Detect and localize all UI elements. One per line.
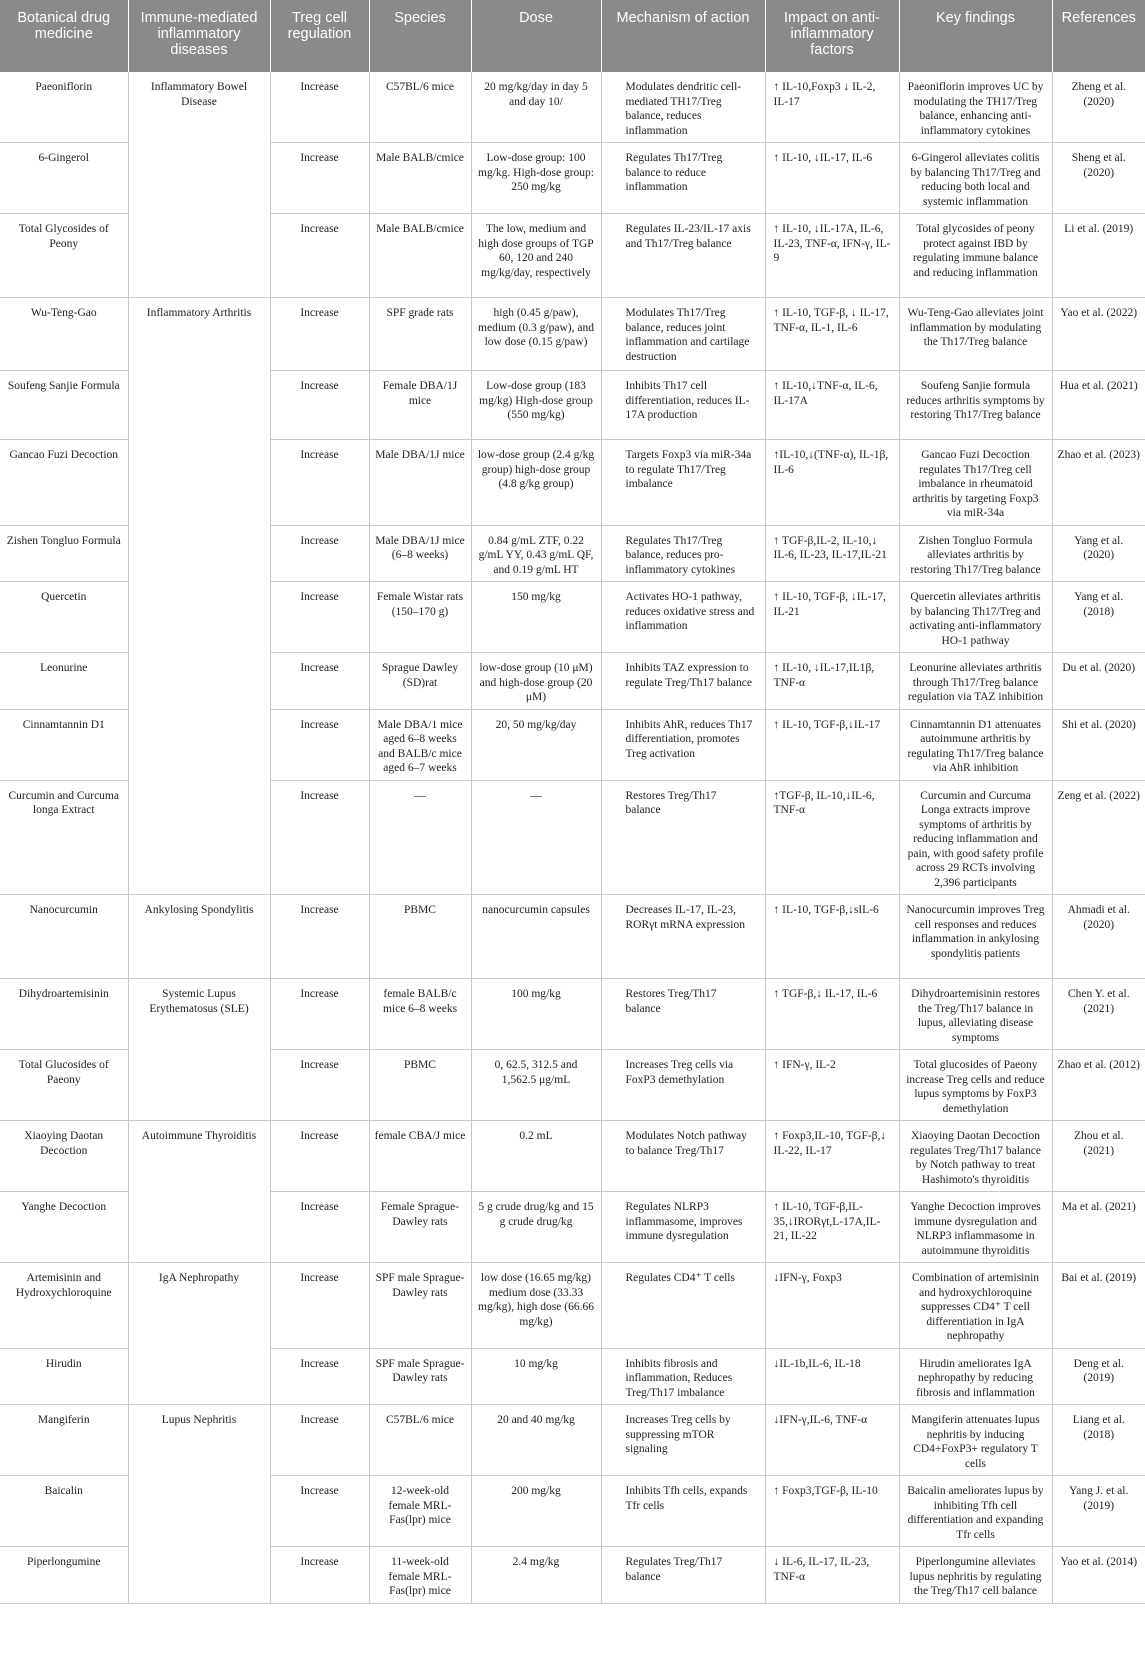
treg-cell: Increase — [270, 1547, 369, 1604]
reference-cell: Yao et al. (2014) — [1052, 1547, 1145, 1604]
findings-cell: Quercetin alleviates arthritis by balancing Th17/Treg and activating anti-inflammatory HO-1 pathway — [899, 582, 1052, 653]
table-row — [0, 1405, 1145, 1476]
reference-cell: Du et al. (2020) — [1052, 653, 1145, 710]
dose-cell: 0.2 mL — [471, 1121, 601, 1192]
species-cell: Male DBA/1 mice aged 6–8 weeks and BALB/c mice aged 6–7 weeks — [369, 709, 471, 780]
drug-cell: Zishen Tongluo Formula — [0, 525, 128, 582]
reference-cell: Ma et al. (2021) — [1052, 1192, 1145, 1263]
mechanism-cell: Restores Treg/Th17 balance — [601, 780, 765, 895]
disease-cell — [128, 1050, 270, 1121]
species-cell: 11-week-old female MRL-Fas(lpr) mice — [369, 1547, 471, 1604]
disease-cell: Systemic Lupus Erythematosus (SLE) — [128, 979, 270, 1050]
header-treg: Treg cell regulation — [270, 0, 369, 72]
disease-cell: Ankylosing Spondylitis — [128, 895, 270, 979]
reference-cell: Zhou et al. (2021) — [1052, 1121, 1145, 1192]
drug-cell: Xiaoying Daotan Decoction — [0, 1121, 128, 1192]
findings-cell: Leonurine alleviates arthritis through Th17/Treg balance regulation via TAZ inhibition — [899, 653, 1052, 710]
treg-cell: Increase — [270, 143, 369, 214]
drug-cell: Curcumin and Curcuma longa Extract — [0, 780, 128, 895]
table-row — [0, 72, 1145, 143]
impact-cell: ↓IFN-γ, Foxp3 — [765, 1263, 899, 1349]
drug-cell: Baicalin — [0, 1476, 128, 1547]
mechanism-cell: Regulates IL-23/IL-17 axis and Th17/Treg balance — [601, 214, 765, 298]
table-row — [0, 709, 1145, 780]
impact-cell: ↑ Foxp3,TGF-β, IL-10 — [765, 1476, 899, 1547]
disease-cell — [128, 1547, 270, 1604]
species-cell: female BALB/c mice 6–8 weeks — [369, 979, 471, 1050]
dose-cell: low-dose group (10 μM) and high-dose group (20 μM) — [471, 653, 601, 710]
dose-cell: The low, medium and high dose groups of TGP 60, 120 and 240 mg/kg/day, respectively — [471, 214, 601, 298]
impact-cell: ↑ IL-10,Foxp3 ↓ IL-2, IL-17 — [765, 72, 899, 143]
reference-cell: Yao et al. (2022) — [1052, 298, 1145, 371]
header-drug: Botanical drug medicine — [0, 0, 128, 72]
disease-cell — [128, 143, 270, 214]
mechanism-cell: Modulates dendritic cell-mediated TH17/Treg balance, reduces inflammation — [601, 72, 765, 143]
impact-cell: ↓IFN-γ,IL-6, TNF-α — [765, 1405, 899, 1476]
mechanism-cell: Activates HO-1 pathway, reduces oxidative stress and inflammation — [601, 582, 765, 653]
treg-cell: Increase — [270, 653, 369, 710]
impact-cell: ↑ IL-10, TGF-β,↓IL-17 — [765, 709, 899, 780]
disease-cell — [128, 709, 270, 780]
header-row — [0, 0, 1145, 72]
treg-cell: Increase — [270, 1121, 369, 1192]
findings-cell: Soufeng Sanjie formula reduces arthritis symptoms by restoring Th17/Treg balance — [899, 371, 1052, 440]
findings-cell: Wu-Teng-Gao alleviates joint inflammation by modulating the Th17/Treg balance — [899, 298, 1052, 371]
species-cell: female CBA/J mice — [369, 1121, 471, 1192]
table-row — [0, 653, 1145, 710]
impact-cell: ↑ Foxp3,IL-10, TGF-β,↓ IL-22, IL-17 — [765, 1121, 899, 1192]
findings-cell: Zishen Tongluo Formula alleviates arthritis by restoring Th17/Treg balance — [899, 525, 1052, 582]
treg-cell: Increase — [270, 979, 369, 1050]
dose-cell: high (0.45 g/paw), medium (0.3 g/paw), and low dose (0.15 g/paw) — [471, 298, 601, 371]
findings-cell: Mangiferin attenuates lupus nephritis by inducing CD4+FoxP3+ regulatory T cells — [899, 1405, 1052, 1476]
impact-cell: ↑ IL-10, TGF-β, ↓ IL-17, TNF-α, IL-1, IL-6 — [765, 298, 899, 371]
impact-cell: ↑IL-10,↓(TNF-α), IL-1β, IL-6 — [765, 440, 899, 526]
impact-cell: ↓IL-1b,IL-6, IL-18 — [765, 1348, 899, 1405]
dose-cell: 10 mg/kg — [471, 1348, 601, 1405]
treg-cell: Increase — [270, 1348, 369, 1405]
findings-cell: Xiaoying Daotan Decoction regulates Treg/Th17 balance by Notch pathway to treat Hashimoto's thyroiditis — [899, 1121, 1052, 1192]
reference-cell: Hua et al. (2021) — [1052, 371, 1145, 440]
header-references: References — [1052, 0, 1145, 72]
header-disease: Immune-mediated inflammatory diseases — [128, 0, 270, 72]
table-row — [0, 214, 1145, 298]
findings-cell: Gancao Fuzi Decoction regulates Th17/Treg cell imbalance in rheumatoid arthritis by targeting Foxp3 via miR-34a — [899, 440, 1052, 526]
mechanism-cell: Regulates CD4⁺ T cells — [601, 1263, 765, 1349]
species-cell: Male BALB/cmice — [369, 143, 471, 214]
mechanism-cell: Modulates Notch pathway to balance Treg/Th17 — [601, 1121, 765, 1192]
drug-cell: Total Glycosides of Peony — [0, 214, 128, 298]
reference-cell: Zhao et al. (2023) — [1052, 440, 1145, 526]
table-row — [0, 440, 1145, 526]
dose-cell: low dose (16.65 mg/kg) medium dose (33.33 mg/kg), high dose (66.66 mg/kg) — [471, 1263, 601, 1349]
drug-cell: Dihydroartemisinin — [0, 979, 128, 1050]
impact-cell: ↑TGF-β, IL-10,↓IL-6, TNF-α — [765, 780, 899, 895]
reference-cell: Yang J. et al. (2019) — [1052, 1476, 1145, 1547]
mechanism-cell: Modulates Th17/Treg balance, reduces joint inflammation and cartilage destruction — [601, 298, 765, 371]
disease-cell — [128, 1476, 270, 1547]
findings-cell: Paeoniflorin improves UC by modulating the TH17/Treg balance, enhancing anti-inflammatory cytokines — [899, 72, 1052, 143]
dose-cell: — — [471, 780, 601, 895]
header-species: Species — [369, 0, 471, 72]
impact-cell: ↑ IL-10, TGF-β,IL-35,↓IRORγt,L-17A,IL-21, IL-22 — [765, 1192, 899, 1263]
species-cell: — — [369, 780, 471, 895]
impact-cell: ↑ TGF-β,IL-2, IL-10,↓ IL-6, IL-23, IL-17,IL-21 — [765, 525, 899, 582]
table-row — [0, 1050, 1145, 1121]
mechanism-cell: Decreases IL-17, IL-23, RORγt mRNA expression — [601, 895, 765, 979]
species-cell: Sprague Dawley (SD)rat — [369, 653, 471, 710]
drug-cell: Paeoniflorin — [0, 72, 128, 143]
disease-cell — [128, 525, 270, 582]
mechanism-cell: Regulates Th17/Treg balance, reduces pro-inflammatory cytokines — [601, 525, 765, 582]
treg-cell: Increase — [270, 214, 369, 298]
mechanism-cell: Inhibits Th17 cell differentiation, reduces IL-17A production — [601, 371, 765, 440]
findings-cell: Curcumin and Curcuma Longa extracts improve symptoms of arthritis by reducing inflammation and pain, with good safety profile across 29 RCTs involving 2,396 participants — [899, 780, 1052, 895]
species-cell: 12-week-old female MRL-Fas(lpr) mice — [369, 1476, 471, 1547]
species-cell: Female Wistar rats (150–170 g) — [369, 582, 471, 653]
treg-cell: Increase — [270, 371, 369, 440]
table-row — [0, 979, 1145, 1050]
findings-cell: Dihydroartemisinin restores the Treg/Th17 balance in lupus, alleviating disease symptoms — [899, 979, 1052, 1050]
treg-cell: Increase — [270, 895, 369, 979]
mechanism-cell: Inhibits fibrosis and inflammation, Reduces Treg/Th17 imbalance — [601, 1348, 765, 1405]
impact-cell: ↑ IL-10, TGF-β, ↓IL-17, IL-21 — [765, 582, 899, 653]
impact-cell: ↑ IL-10, ↓IL-17, IL-6 — [765, 143, 899, 214]
reference-cell: Ahmadi et al. (2020) — [1052, 895, 1145, 979]
species-cell: SPF male Sprague-Dawley rats — [369, 1348, 471, 1405]
disease-cell — [128, 653, 270, 710]
drug-cell: Artemisinin and Hydroxychloroquine — [0, 1263, 128, 1349]
drug-cell: Piperlongumine — [0, 1547, 128, 1604]
drug-cell: Wu-Teng-Gao — [0, 298, 128, 371]
reference-cell: Shi et al. (2020) — [1052, 709, 1145, 780]
reference-cell: Bai et al. (2019) — [1052, 1263, 1145, 1349]
impact-cell: ↑ IL-10, ↓IL-17A, IL-6, IL-23, TNF-α, IFN-γ, IL-9 — [765, 214, 899, 298]
table-row — [0, 298, 1145, 371]
findings-cell: Baicalin ameliorates lupus by inhibiting Tfh cell differentiation and expanding Tfr cells — [899, 1476, 1052, 1547]
mechanism-cell: Restores Treg/Th17 balance — [601, 979, 765, 1050]
mechanism-cell: Inhibits Tfh cells, expands Tfr cells — [601, 1476, 765, 1547]
disease-cell — [128, 1348, 270, 1405]
drug-cell: Gancao Fuzi Decoction — [0, 440, 128, 526]
drug-cell: Yanghe Decoction — [0, 1192, 128, 1263]
species-cell: PBMC — [369, 1050, 471, 1121]
dose-cell: Low-dose group: 100 mg/kg. High-dose group: 250 mg/kg — [471, 143, 601, 214]
mechanism-cell: Regulates Treg/Th17 balance — [601, 1547, 765, 1604]
table-row — [0, 1547, 1145, 1604]
mechanism-cell: Increases Treg cells by suppressing mTOR signaling — [601, 1405, 765, 1476]
species-cell: PBMC — [369, 895, 471, 979]
impact-cell: ↑ IL-10, ↓IL-17,IL1β, TNF-α — [765, 653, 899, 710]
drug-cell: Cinnamtannin D1 — [0, 709, 128, 780]
treg-cell: Increase — [270, 1405, 369, 1476]
table-row — [0, 1121, 1145, 1192]
table-row — [0, 780, 1145, 895]
table-row — [0, 1348, 1145, 1405]
treg-cell: Increase — [270, 298, 369, 371]
dose-cell: 200 mg/kg — [471, 1476, 601, 1547]
disease-cell — [128, 440, 270, 526]
dose-cell: 20 mg/kg/day in day 5 and day 10/ — [471, 72, 601, 143]
dose-cell: 0.84 g/mL ZTF, 0.22 g/mL YY, 0.43 g/mL QF, and 0.19 g/mL HT — [471, 525, 601, 582]
findings-cell: Combination of artemisinin and hydroxychloroquine suppresses CD4⁺ T cell differentiation in IgA nephropathy — [899, 1263, 1052, 1349]
header-impact: Impact on anti-inflammatory factors — [765, 0, 899, 72]
disease-cell: Lupus Nephritis — [128, 1405, 270, 1476]
impact-cell: ↓ IL-6, IL-17, IL-23, TNF-α — [765, 1547, 899, 1604]
table-row — [0, 1192, 1145, 1263]
mechanism-cell: Regulates Th17/Treg balance to reduce inflammation — [601, 143, 765, 214]
disease-cell — [128, 780, 270, 895]
reference-cell: Zheng et al. (2020) — [1052, 72, 1145, 143]
drug-cell: Mangiferin — [0, 1405, 128, 1476]
header-findings: Key findings — [899, 0, 1052, 72]
species-cell: SPF grade rats — [369, 298, 471, 371]
reference-cell: Chen Y. et al. (2021) — [1052, 979, 1145, 1050]
findings-cell: Nanocurcumin improves Treg cell responses and reduces inflammation in ankylosing spondylitis patients — [899, 895, 1052, 979]
disease-cell — [128, 1192, 270, 1263]
dose-cell: 5 g crude drug/kg and 15 g crude drug/kg — [471, 1192, 601, 1263]
dose-cell: nanocurcumin capsules — [471, 895, 601, 979]
species-cell: C57BL/6 mice — [369, 1405, 471, 1476]
species-cell: Male DBA/1J mice (6–8 weeks) — [369, 525, 471, 582]
drug-cell: Soufeng Sanjie Formula — [0, 371, 128, 440]
disease-cell: IgA Nephropathy — [128, 1263, 270, 1349]
treg-cell: Increase — [270, 1192, 369, 1263]
treg-cell: Increase — [270, 1050, 369, 1121]
treg-cell: Increase — [270, 709, 369, 780]
reference-cell: Sheng et al. (2020) — [1052, 143, 1145, 214]
drug-cell: 6-Gingerol — [0, 143, 128, 214]
disease-cell — [128, 214, 270, 298]
reference-cell: Li et al. (2019) — [1052, 214, 1145, 298]
reference-cell: Yang et al. (2018) — [1052, 582, 1145, 653]
drug-cell: Nanocurcumin — [0, 895, 128, 979]
treg-cell: Increase — [270, 780, 369, 895]
findings-cell: Hirudin ameliorates IgA nephropathy by reducing fibrosis and inflammation — [899, 1348, 1052, 1405]
reference-cell: Deng et al. (2019) — [1052, 1348, 1145, 1405]
table-row — [0, 371, 1145, 440]
treg-cell: Increase — [270, 582, 369, 653]
impact-cell: ↑ IFN-γ, IL-2 — [765, 1050, 899, 1121]
table-header — [0, 0, 1145, 72]
reference-cell: Zeng et al. (2022) — [1052, 780, 1145, 895]
table-row — [0, 895, 1145, 979]
species-cell: Female Sprague-Dawley rats — [369, 1192, 471, 1263]
mechanism-cell: Inhibits TAZ expression to regulate Treg/Th17 balance — [601, 653, 765, 710]
impact-cell: ↑ IL-10, TGF-β,↓sIL-6 — [765, 895, 899, 979]
disease-cell — [128, 371, 270, 440]
mechanism-cell: Regulates NLRP3 inflammasome, improves immune dysregulation — [601, 1192, 765, 1263]
treg-cell: Increase — [270, 1476, 369, 1547]
species-cell: Male DBA/1J mice — [369, 440, 471, 526]
findings-cell: Piperlongumine alleviates lupus nephritis by regulating the Treg/Th17 cell balance — [899, 1547, 1052, 1604]
header-mechanism: Mechanism of action — [601, 0, 765, 72]
impact-cell: ↑ IL-10,↓TNF-α, IL-6, IL-17A — [765, 371, 899, 440]
species-cell: Female DBA/1J mice — [369, 371, 471, 440]
treg-cell: Increase — [270, 72, 369, 143]
dose-cell: 150 mg/kg — [471, 582, 601, 653]
findings-cell: 6-Gingerol alleviates colitis by balancing Th17/Treg and reducing both local and systemic inflammation — [899, 143, 1052, 214]
treg-cell: Increase — [270, 440, 369, 526]
table-row — [0, 525, 1145, 582]
findings-cell: Cinnamtannin D1 attenuates autoimmune arthritis by regulating Th17/Treg balance via AhR inhibition — [899, 709, 1052, 780]
disease-cell: Inflammatory Bowel Disease — [128, 72, 270, 143]
drug-cell: Total Glucosides of Paeony — [0, 1050, 128, 1121]
table-row — [0, 1263, 1145, 1349]
reference-cell: Liang et al. (2018) — [1052, 1405, 1145, 1476]
drug-cell: Leonurine — [0, 653, 128, 710]
table-row — [0, 582, 1145, 653]
dose-cell: 2.4 mg/kg — [471, 1547, 601, 1604]
mechanism-cell: Increases Treg cells via FoxP3 demethylation — [601, 1050, 765, 1121]
dose-cell: low-dose group (2.4 g/kg group) high-dose group (4.8 g/kg group) — [471, 440, 601, 526]
impact-cell: ↑ TGF-β,↓ IL-17, IL-6 — [765, 979, 899, 1050]
species-cell: C57BL/6 mice — [369, 72, 471, 143]
drug-cell: Quercetin — [0, 582, 128, 653]
header-dose: Dose — [471, 0, 601, 72]
dose-cell: Low-dose group (183 mg/kg) High-dose group (550 mg/kg) — [471, 371, 601, 440]
mechanism-cell: Targets Foxp3 via miR-34a to regulate Th17/Treg imbalance — [601, 440, 765, 526]
drug-cell: Hirudin — [0, 1348, 128, 1405]
table-row — [0, 1476, 1145, 1547]
findings-cell: Yanghe Decoction improves immune dysregulation and NLRP3 inflammasome in autoimmune thyroiditis — [899, 1192, 1052, 1263]
dose-cell: 20 and 40 mg/kg — [471, 1405, 601, 1476]
dose-cell: 100 mg/kg — [471, 979, 601, 1050]
findings-cell: Total glycosides of peony protect against IBD by regulating immune balance and reducing inflammation — [899, 214, 1052, 298]
disease-cell: Inflammatory Arthritis — [128, 298, 270, 371]
species-cell: Male BALB/cmice — [369, 214, 471, 298]
dose-cell: 20, 50 mg/kg/day — [471, 709, 601, 780]
dose-cell: 0, 62.5, 312.5 and 1,562.5 μg/mL — [471, 1050, 601, 1121]
reference-cell: Zhao et al. (2012) — [1052, 1050, 1145, 1121]
mechanism-cell: Inhibits AhR, reduces Th17 differentiation, promotes Treg activation — [601, 709, 765, 780]
treg-cell: Increase — [270, 1263, 369, 1349]
disease-cell: Autoimmune Thyroiditis — [128, 1121, 270, 1192]
treg-cell: Increase — [270, 525, 369, 582]
disease-cell — [128, 582, 270, 653]
species-cell: SPF male Sprague-Dawley rats — [369, 1263, 471, 1349]
table-row — [0, 143, 1145, 214]
findings-cell: Total glucosides of Paeony increase Treg cells and reduce lupus symptoms by FoxP3 demethylation — [899, 1050, 1052, 1121]
reference-cell: Yang et al. (2020) — [1052, 525, 1145, 582]
